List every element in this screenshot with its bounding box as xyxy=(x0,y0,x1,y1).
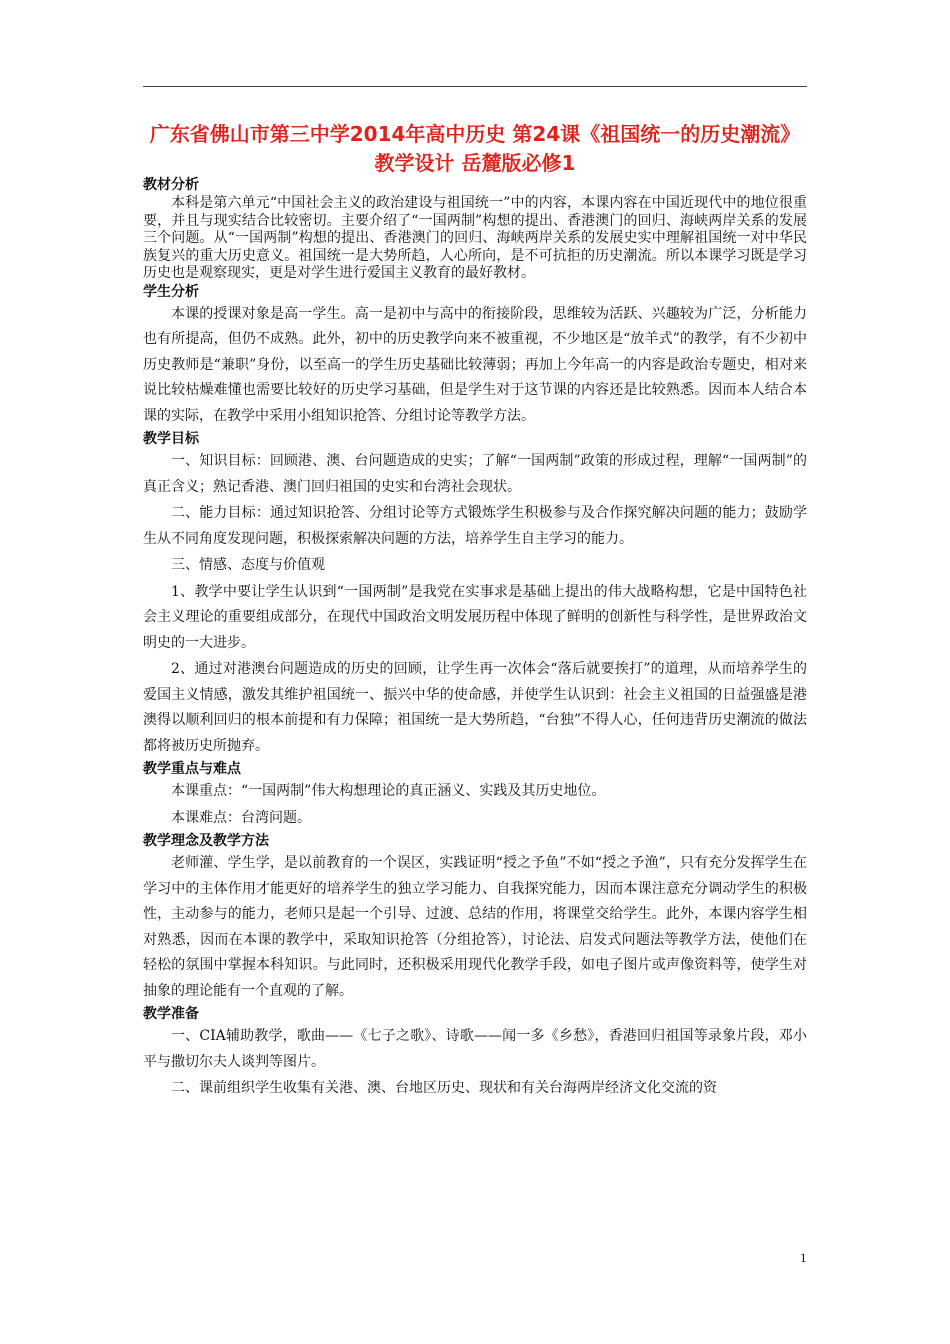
header-rule xyxy=(143,86,807,87)
paragraph: 三、情感、态度与价值观 xyxy=(171,557,325,573)
page-number: 1 xyxy=(800,1250,807,1265)
paragraph: 老师灌、学生学，是以前教育的一个误区，实践证明“授之予鱼”不如“授之予渔”，只有充分发挥学生在学习中的主体作用才能更好的培养学生的独立学习能力、自我探究能力，因而本课注意充分调动学生的积极性，主动参与的能力，老师只是起一个引导、过渡、总结的作用，将课堂交给学生。此外，本课内容学生相对熟悉，因而在本课的教学中，采取知识抢答（分组抢答），讨论法、启发式问题法等教学方法，使他们在轻松的氛围中掌握本科知识。与此同时，还积极采用现代化教学手段，如电子图片或声像资料等，使学生对抽象的理论能有一个直观的了解。 xyxy=(143,855,807,999)
paragraph: 一、CIA辅助教学，歌曲——《七子之歌》、诗歌——闻一多《乡愁》，香港回归祖国等录象片段，邓小平与撒切尔夫人谈判等图片。 xyxy=(143,1028,807,1070)
section-heading: 学生分析 xyxy=(143,283,199,300)
section-heading: 教学重点与难点 xyxy=(143,761,241,777)
section-heading: 教学目标 xyxy=(143,431,199,447)
paragraph: 2、通过对港澳台问题造成的历史的回顾，让学生再一次体会“落后就要挨打”的道理，从而培养学生的爱国主义情感，激发其维护祖国统一、振兴中华的使命感，并使学生认识到：社会主义祖国的日益强盛是港澳得以顺利回归的根本前提和有力保障；祖国统一是大势所趋，“台独”不得人心，任何违背历史潮流的做法都将被历史所抛弃。 xyxy=(143,661,807,754)
paragraph: 一、知识目标：回顾港、澳、台问题造成的史实；了解“一国两制”政策的形成过程，理解“一国两制”的真正含义；熟记香港、澳门回归祖国的史实和台湾社会现状。 xyxy=(143,453,807,495)
section-heading: 教材分析 xyxy=(143,177,199,193)
page-title: 广东省佛山市第三中学2014年高中历史 第24课《祖国统一的历史潮流》教学设计 岳麓版必修1 xyxy=(149,122,801,175)
paragraph: 二、能力目标：通过知识抢答、分组讨论等方式锻炼学生积极参与及合作探究解决问题的能力；鼓励学生从不同角度发现问题，积极探索解决问题的方法，培养学生自主学习的能力。 xyxy=(143,505,807,547)
paragraph: 二、课前组织学生收集有关港、澳、台地区历史、现状和有关台海两岸经济文化交流的资 xyxy=(171,1080,717,1096)
paragraph: 本课的授课对象是高一学生。高一是初中与高中的衔接阶段，思维较为活跃、兴趣较为广泛，分析能力也有所提高，但仍不成熟。此外，初中的历史教学向来不被重视，不少地区是“放羊式”的教学，有不少初中历史教师是“兼职”身份，以至高一的学生历史基础比较薄弱；再加上今年高一的内容是政治专题史，相对来说比较枯燥难懂也需要比较好的历史学习基础，但是学生对于这节课的内容还是比较熟悉。因而本人结合本课的实际，在教学中采用小组知识抢答、分组讨论等教学方法。 xyxy=(143,305,807,424)
paragraph: 本科是第六单元“中国社会主义的政治建设与祖国统一”中的内容，本课内容在中国近现代中的地位很重要，并且与现实结合比较密切。主要介绍了“一国两制”构想的提出、香港澳门的回归、海峡两岸关系的发展三个问题。从“一国两制”构想的提出、香港澳门的回归、海峡两岸关系的发展史实中理解祖国统一对中华民族复兴的重大历史意义。祖国统一是大势所趋，人心所向，是不可抗拒的历史潮流。所以本课学习既是学习历史也是观察现实，更是对学生进行爱国主义教育的最好教材。 xyxy=(143,195,807,281)
paragraph: 本课难点：台湾问题。 xyxy=(171,809,311,826)
document-body xyxy=(143,176,807,1103)
section-heading: 教学准备 xyxy=(143,1006,199,1022)
paragraph: 本课重点：“一国两制”伟大构想理论的真正涵义、实践及其历史地位。 xyxy=(171,783,606,799)
paragraph: 1、教学中要让学生认识到“一国两制”是我党在实事求是基础上提出的伟大战略构想，它是中国特色社会主义理论的重要组成部分，在现代中国政治文明发展历程中体现了鲜明的创新性与科学性，是世界政治文明史的一大进步。 xyxy=(143,583,807,651)
section-heading: 教学理念及教学方法 xyxy=(143,833,269,849)
